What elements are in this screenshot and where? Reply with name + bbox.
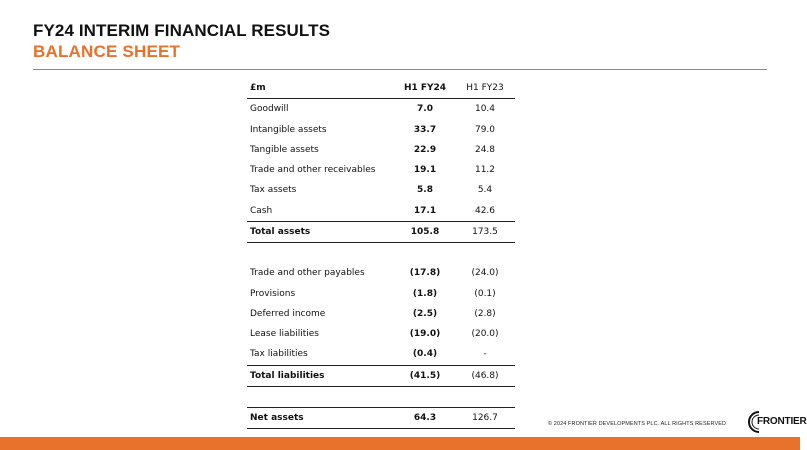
table-row <box>247 120 515 140</box>
frontier-logo <box>742 409 807 435</box>
total-assets-row <box>247 221 515 243</box>
footer-accent-bar <box>0 437 800 450</box>
value-fy24: (19.0) <box>409 329 441 339</box>
table-header-row <box>247 78 515 99</box>
table-row <box>247 201 515 221</box>
value-fy23: 126.7 <box>472 413 498 423</box>
table-spacer <box>247 243 515 263</box>
value-fy23: 173.5 <box>472 226 498 237</box>
row-label: Goodwill <box>250 104 289 115</box>
value-fy23: 42.6 <box>474 205 496 216</box>
value-fy24: (2.5) <box>412 308 438 319</box>
value-fy23: 79.0 <box>474 124 496 135</box>
table-row <box>247 324 515 344</box>
column-header-fy23: H1 FY23 <box>466 83 504 93</box>
value-fy23: (20.0) <box>471 329 499 339</box>
value-fy23: (2.8) <box>474 308 496 319</box>
row-label: Tax liabilities <box>250 349 308 360</box>
value-fy23: - <box>483 349 487 360</box>
value-fy24: (0.4) <box>412 349 438 360</box>
row-label: Lease liabilities <box>250 329 319 339</box>
row-label: Tangible assets <box>250 144 319 155</box>
value-fy23: (46.8) <box>471 370 499 381</box>
value-fy24: 5.8 <box>417 185 433 196</box>
value-fy24: (17.8) <box>409 268 441 279</box>
table-row <box>247 304 515 324</box>
page-title: FY24 INTERIM FINANCIAL RESULTS <box>33 21 331 40</box>
column-header-fy24: H1 FY24 <box>403 83 447 93</box>
value-fy23: 24.8 <box>474 144 496 155</box>
value-fy24: 7.0 <box>417 104 433 115</box>
value-fy24: 19.1 <box>413 165 437 175</box>
value-fy24: 105.8 <box>410 226 440 237</box>
total-liabilities-row <box>247 365 515 387</box>
value-fy24: (41.5) <box>409 370 441 381</box>
page-subtitle: BALANCE SHEET <box>33 42 181 61</box>
title-divider <box>33 69 767 70</box>
row-label: Total liabilities <box>250 370 325 381</box>
row-label: Cash <box>250 205 273 216</box>
row-label: Net assets <box>250 413 304 423</box>
value-fy24: (1.8) <box>412 288 438 299</box>
row-label: Tax assets <box>250 185 297 196</box>
net-assets-row <box>247 407 515 429</box>
value-fy24: 17.1 <box>413 205 437 216</box>
value-fy24: 33.7 <box>413 124 437 135</box>
row-label: Provisions <box>250 288 296 299</box>
row-label: Trade and other payables <box>250 268 365 279</box>
copyright-notice: © 2024 FRONTIER DEVELOPMENTS PLC. ALL RIGHTS RESERVED <box>548 421 727 427</box>
logo-text: FRONTIER <box>757 416 807 427</box>
table-row <box>247 160 515 180</box>
value-fy24: 64.3 <box>413 413 437 423</box>
row-label: Intangible assets <box>250 124 327 135</box>
row-label: Trade and other receivables <box>250 165 376 175</box>
column-header-currency: £m <box>250 83 266 93</box>
table-row <box>247 344 515 364</box>
value-fy23: 11.2 <box>474 165 496 175</box>
table-row <box>247 284 515 304</box>
table-row <box>247 180 515 200</box>
row-label: Total assets <box>250 226 311 237</box>
value-fy23: 5.4 <box>477 185 493 196</box>
balance-sheet-table <box>247 78 515 429</box>
value-fy24: 22.9 <box>413 144 437 155</box>
table-row <box>247 263 515 283</box>
row-label: Deferred income <box>250 308 326 319</box>
value-fy23: (24.0) <box>471 268 499 279</box>
value-fy23: (0.1) <box>474 288 496 299</box>
table-spacer <box>247 387 515 407</box>
table-row <box>247 99 515 119</box>
table-row <box>247 140 515 160</box>
value-fy23: 10.4 <box>474 104 496 115</box>
